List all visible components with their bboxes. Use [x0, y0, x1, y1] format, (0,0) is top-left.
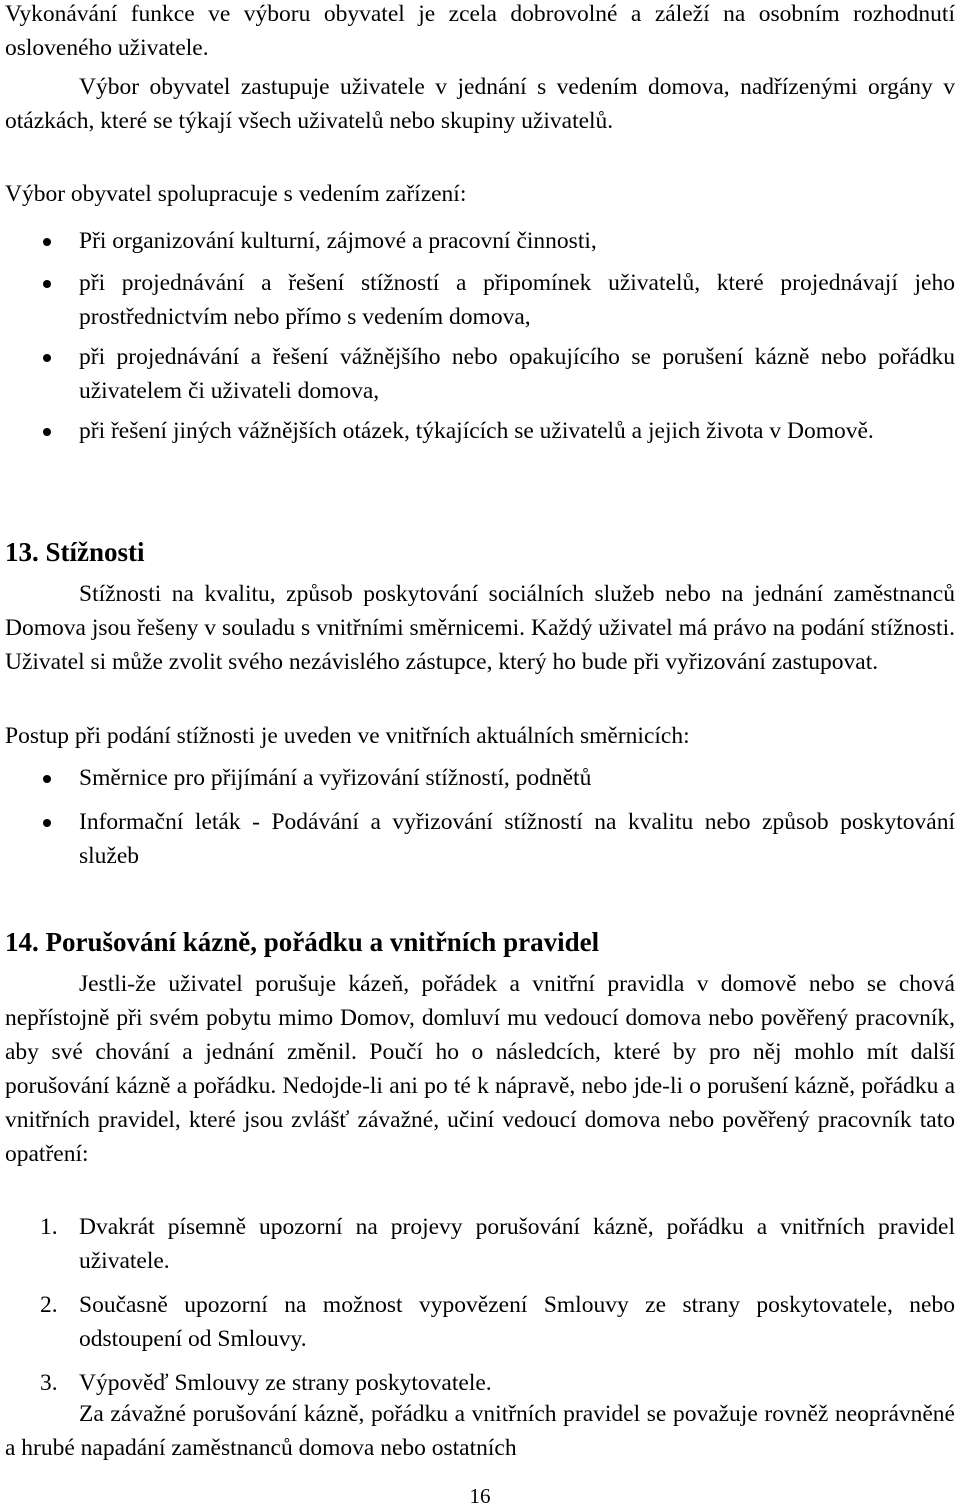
list-item — [0, 340, 955, 408]
list-item — [0, 1210, 955, 1278]
list-item-number: 2. — [40, 1292, 58, 1318]
page-number: 16 — [469, 1484, 491, 1508]
section-13-paragraph-2: Postup při podání stížnosti je uveden ve vnitřních aktuálních směrnicích: — [5, 723, 690, 749]
list-item-text: Při organizování kulturní, zájmové a pracovní činnosti, — [79, 228, 597, 254]
bullet-icon — [43, 819, 51, 827]
list-item — [0, 414, 955, 448]
list-item — [0, 805, 955, 873]
intro-paragraph-3: Výbor obyvatel spolupracuje s vedením zařízení: — [5, 181, 467, 207]
committee-cooperation-list — [0, 224, 960, 448]
list-item-text: Informační leták - Podávání a vyřizování stížností na kvalitu nebo způsob poskytování služeb — [79, 809, 955, 869]
list-item-text: Výpověď Smlouvy ze strany poskytovatele. — [79, 1370, 492, 1396]
list-item — [0, 224, 955, 258]
section-14-paragraph-1: Jestli-že uživatel porušuje kázeň, pořádek a vnitřní pravidla v domově nebo se chová nepřístojně při svém pobytu mimo Domov, domluví mu vedoucí domova nebo pověřený pracovník, aby své chování a jednání změnil. Poučí ho o následcích, které by pro něj mohlo mít další porušování kázně a pořádku. Nedojde-li ani po té k nápravě, nebo jde-li o porušení kázně, pořádku a vnitřních pravidel, které jsou zvlášť závažné, učiní vedoucí domova nebo pověřený pracovník tato opatření: — [5, 971, 955, 1167]
list-item-text: Současně upozorní na možnost vypovězení Smlouvy ze strany poskytovatele, nebo odstoupení od Smlouvy. — [79, 1292, 955, 1352]
bullet-icon — [43, 280, 51, 288]
section-13-heading: 13. Stížnosti — [5, 537, 145, 567]
section-14-paragraph-2: Za závažné porušování kázně, pořádku a vnitřních pravidel se považuje rovněž neoprávněné a hrubé napadání zaměstnanců domova nebo ostatních — [5, 1401, 955, 1461]
section-14-heading: 14. Porušování kázně, pořádku a vnitřních pravidel — [5, 927, 600, 957]
list-item-text: Směrnice pro přijímání a vyřizování stížností, podnětů — [79, 765, 592, 791]
list-item-number: 3. — [40, 1370, 58, 1396]
list-item-text: při projednávání a řešení vážnějšího nebo opakujícího se porušení kázně nebo pořádku uživatelem či uživateli domova, — [79, 344, 955, 404]
bullet-icon — [43, 428, 51, 436]
list-item — [0, 266, 955, 334]
intro-paragraph-2: Výbor obyvatel zastupuje uživatele v jednání s vedením domova, nadřízenými orgány v otázkách, které se týkají všech uživatelů nebo skupiny uživatelů. — [5, 74, 955, 134]
list-item-text: při řešení jiných vážnějších otázek, týkajících se uživatelů a jejich života v Domově. — [79, 418, 874, 444]
bullet-icon — [43, 238, 51, 246]
bullet-icon — [43, 775, 51, 783]
list-item — [0, 1288, 955, 1356]
list-item — [0, 761, 955, 795]
complaint-directives-list — [0, 761, 960, 873]
section-13-paragraph-1: Stížnosti na kvalitu, způsob poskytování sociálních služeb nebo na jednání zaměstnanců Domova jsou řešeny v souladu s vnitřními směrnicemi. Každý uživatel má právo na podání stížnosti. Uživatel si může zvolit svého nezávislého zástupce, který ho bude při vyřizování zastupovat. — [5, 581, 955, 675]
bullet-icon — [43, 354, 51, 362]
list-item-number: 1. — [40, 1214, 58, 1240]
list-item-text: při projednávání a řešení stížností a připomínek uživatelů, které projednávají jeho prostřednictvím nebo přímo s vedením domova, — [79, 270, 955, 330]
measures-list — [0, 1210, 960, 1400]
list-item-text: Dvakrát písemně upozorní na projevy porušování kázně, pořádku a vnitřních pravidel uživatele. — [79, 1214, 955, 1274]
list-item — [0, 1366, 955, 1400]
intro-paragraph-1: Vykonávání funkce ve výboru obyvatel je zcela dobrovolné a záleží na osobním rozhodnutí osloveného uživatele. — [5, 1, 955, 61]
